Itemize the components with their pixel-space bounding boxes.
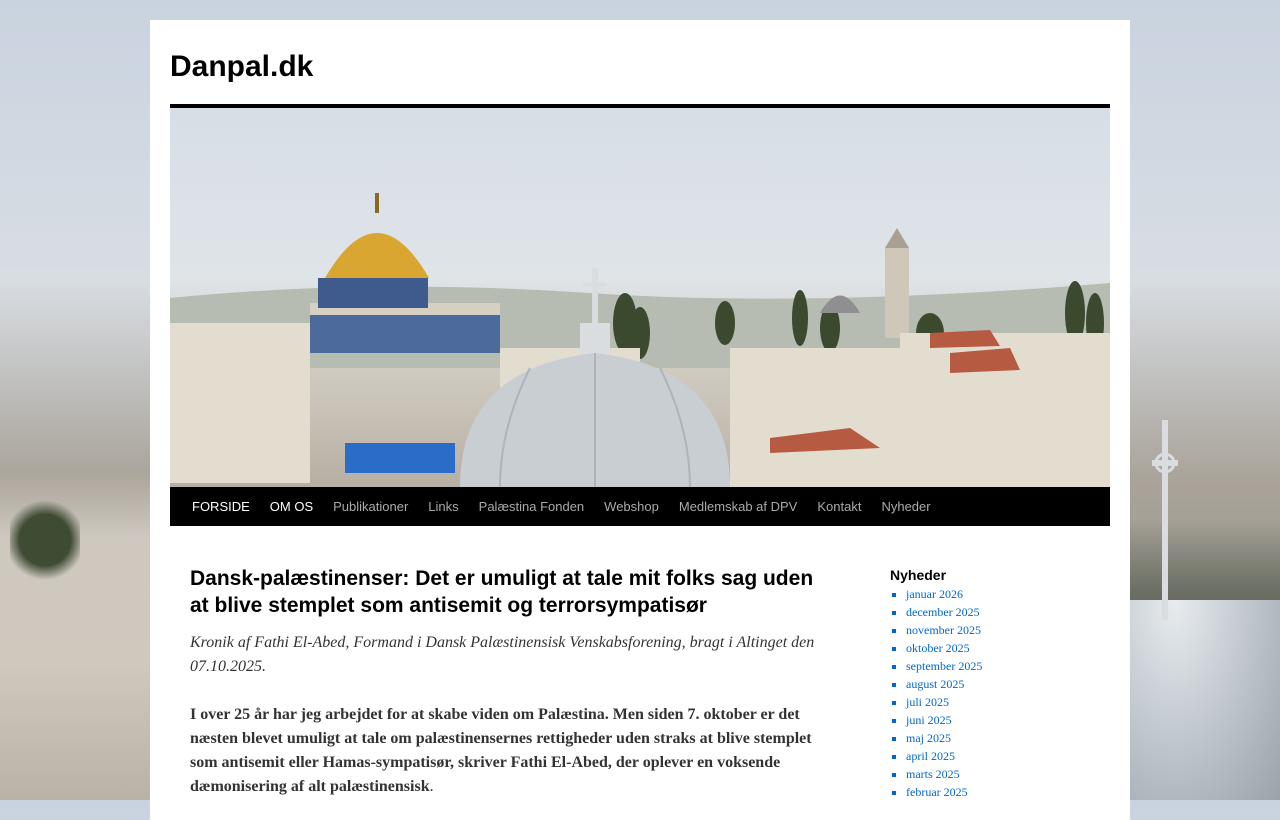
- archive-item[interactable]: ▪ oktober 2025: [906, 639, 1110, 657]
- article-title[interactable]: Dansk-palæstinenser: Det er umuligt at tale mit folks sag uden at blive stemplet som antisemit og terrorsympatisør: [190, 567, 814, 617]
- nav-item-om-os[interactable]: OM OS: [269, 499, 314, 514]
- archive-item[interactable]: ▪ februar 2025: [906, 783, 1110, 801]
- archive-item[interactable]: ▪ november 2025: [906, 621, 1110, 639]
- main-navigation: [170, 487, 1110, 526]
- nav-item-palaestina-fonden[interactable]: Palæstina Fonden: [478, 499, 585, 514]
- nav-item-kontakt[interactable]: Kontakt: [817, 499, 862, 514]
- nav-item-forside[interactable]: FORSIDE: [192, 499, 250, 514]
- archive-item[interactable]: ▪ juli 2025: [906, 693, 1110, 711]
- site-title[interactable]: Danpal.dk: [170, 50, 314, 83]
- background-dome-right: [1130, 600, 1280, 800]
- archive-item[interactable]: ▪ maj 2025: [906, 729, 1110, 747]
- main-content: [190, 565, 830, 799]
- archive-item[interactable]: ▪ marts 2025: [906, 765, 1110, 783]
- sidebar: [890, 567, 1110, 801]
- archive-item[interactable]: ▪ januar 2026: [906, 585, 1110, 603]
- sidebar-widget-title: Nyheder: [890, 567, 947, 583]
- archive-list: [890, 585, 1110, 801]
- background-cross-icon: [1150, 420, 1180, 620]
- article-lead: [190, 703, 830, 799]
- nav-item-links[interactable]: Links: [428, 499, 459, 514]
- archive-item[interactable]: ▪ august 2025: [906, 675, 1110, 693]
- nav-item-publikationer[interactable]: Publikationer: [333, 499, 409, 514]
- nav-item-medlemskab[interactable]: Medlemskab af DPV: [678, 499, 798, 514]
- article-lead-tail: .: [429, 778, 434, 795]
- nav-item-webshop[interactable]: Webshop: [604, 499, 659, 514]
- header-banner-image: [170, 108, 1110, 487]
- archive-item[interactable]: ▪ december 2025: [906, 603, 1110, 621]
- nav-item-nyheder[interactable]: Nyheder: [881, 499, 931, 514]
- background-tree: [10, 495, 80, 585]
- jerusalem-skyline-image: [170, 108, 1110, 487]
- archive-item[interactable]: ▪ september 2025: [906, 657, 1110, 675]
- page-wrapper: [150, 20, 1130, 820]
- article-byline: Kronik af Fathi El-Abed, Formand i Dansk Palæstinensisk Venskabsforening, bragt i Altinget den 07.10.2025.: [190, 634, 815, 675]
- archive-item[interactable]: ▪ april 2025: [906, 747, 1110, 765]
- article-lead-text: I over 25 år har jeg arbejdet for at skabe viden om Palæstina. Men siden 7. oktober er det næsten blevet umuligt at tale om palæstinensernes rettigheder uden straks at blive stemplet som antisemit eller Hamas-sympatisør, skriver Fathi El-Abed, der oplever en voksende dæmonisering af alt palæstinensisk: [190, 706, 812, 795]
- archive-item[interactable]: ▪ juni 2025: [906, 711, 1110, 729]
